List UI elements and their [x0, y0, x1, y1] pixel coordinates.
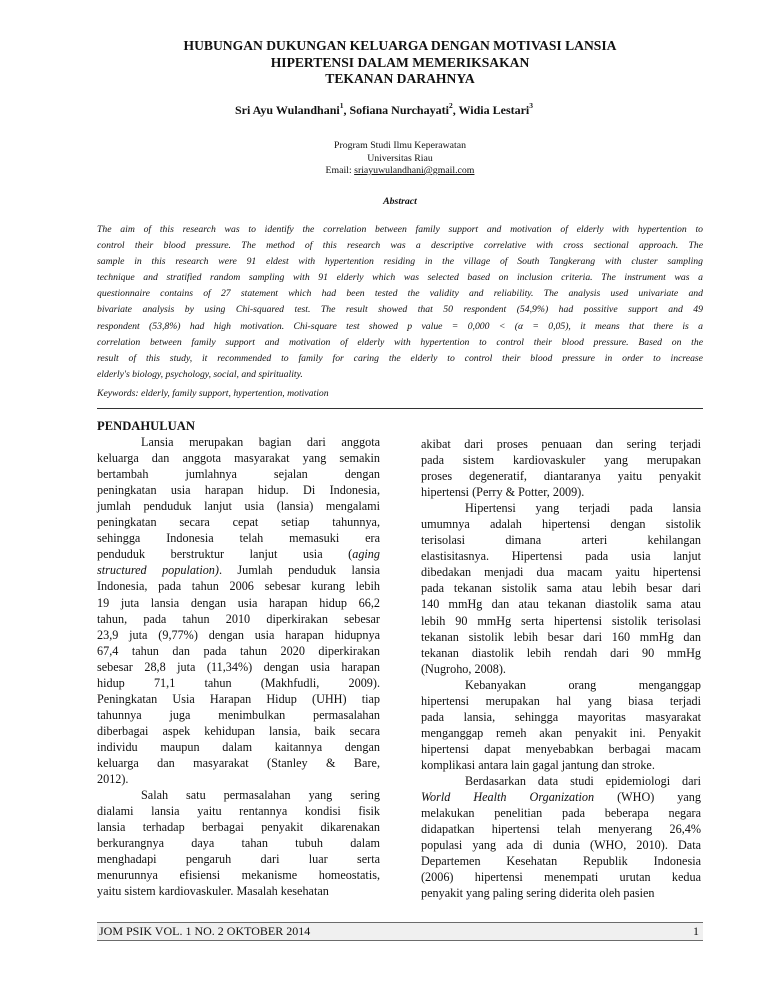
- abstract-body: [97, 222, 703, 383]
- body-text-line: structured population). Jumlah penduduk lansia: [97, 563, 380, 578]
- section-heading: PENDAHULUAN: [97, 419, 195, 433]
- body-text-line: tahunnya juga menimbulkan permasalahan: [97, 707, 380, 722]
- body-text-line: berkurangnya daya tahan tubuh dalam: [97, 836, 380, 851]
- title-line: HIPERTENSI DALAM MEMERIKSAKAN: [270, 54, 530, 70]
- body-text-line: individu maupun dalam kaitannya dengan: [97, 739, 380, 754]
- author-affiliation-mark: 3: [529, 101, 534, 110]
- title-line: TEKANAN DARAHNYA: [325, 71, 475, 86]
- body-text-line: Kebanyakan orang menganggap: [465, 677, 701, 692]
- body-text-line: hipertensi merupakan hal yang biasa terjadi: [421, 693, 701, 708]
- body-text-line: Peningkatan Usia Harapan Hidup (UHH) tiap: [97, 691, 380, 706]
- body-text-line: penyakit yang paling sering diderita oleh pasien: [421, 886, 655, 901]
- body-text-line: menganggap remeh akan penyakit ini. Penyakit: [421, 725, 701, 740]
- title-line: HUBUNGAN DUKUNGAN KELUARGA DENGAN MOTIVASI LANSIA: [183, 38, 617, 53]
- body-text-line: populasi yang ada di dunia (WHO, 2010). Data: [421, 838, 701, 853]
- affiliation-university: Universitas Riau: [367, 152, 433, 164]
- right-column: [421, 436, 701, 901]
- affiliation-block: [0, 140, 768, 178]
- page-number: 1: [693, 924, 699, 938]
- author-separator: ,: [343, 103, 350, 117]
- body-text-line: keluarga dan anggota masyarakat yang semakin: [97, 451, 380, 466]
- body-text-line: bertambah jumlahnya sejalan dengan: [97, 467, 380, 482]
- body-text-line: menurunnya efisiensi mekanisme homeostatis,: [97, 868, 380, 883]
- abstract-line: control their blood pressure. The method of this research was a descriptive correlative with cross sectional approach. The: [97, 240, 703, 252]
- body-text-line: Salah satu permasalahan yang sering: [141, 788, 380, 803]
- abstract-line: result of this study, it recommended to family for caring the elderly to control their blood pressure in order to increase: [97, 352, 703, 364]
- body-text-line: dibedakan menjadi dua macam yaitu hipertensi: [421, 565, 701, 580]
- body-text-line: proses degeneratif, diantaranya yaitu penyakit: [421, 469, 701, 484]
- author-separator: ,: [452, 103, 459, 117]
- footer-bar: [97, 922, 703, 941]
- author-list: [0, 103, 768, 118]
- left-column: [97, 418, 380, 899]
- body-text-line: hipertensi dapat menyebabkan berbagai macam: [421, 741, 701, 756]
- author-affiliation-mark: 1: [339, 101, 344, 110]
- body-text-line: elastisitasnya. Hipertensi pada usia lanjut: [421, 549, 701, 564]
- body-text-line: peningkatan usia harapan hidup. Di Indonesia,: [97, 483, 380, 498]
- body-text-line: akibat dari proses penuaan dan sering terjadi: [421, 437, 701, 451]
- keywords: Keywords: elderly, family support, hypertention, motivation: [97, 388, 329, 399]
- abstract-line: sample in this research were 91 eldest with hypertention residing in the village of South Tangkerang with cluster sampling: [97, 256, 703, 268]
- body-text-line: tahun, pada tahun 2010 diperkirakan sebesar: [97, 611, 380, 626]
- abstract-line: elderly's biology, psychology, social, and spirituality.: [97, 368, 303, 380]
- body-text-line: Lansia merupakan bagian dari anggota: [141, 435, 380, 450]
- body-text-line: menghadapi pengaruh dari luar serta: [97, 852, 380, 867]
- body-text-line: didapatkan hipertensi telah menyerang 26,4%: [421, 822, 701, 837]
- body-text-line: penduduk berstruktur lanjut usia (aging: [97, 547, 380, 562]
- body-text-line: lebih 90 mmHg serta hipertensi sistolik terisolasi: [421, 613, 701, 628]
- body-text-line: Hipertensi yang terjadi pada lansia: [465, 501, 701, 516]
- body-text-line: pada tekanan sistolik sama atau lebih besar dari: [421, 581, 701, 596]
- body-text-line: pada lansia, sehingga mayoritas masyarakat: [421, 709, 701, 724]
- body-text-line: keluarga dan masyarakat (Stanley & Bare,: [97, 755, 380, 770]
- abstract-line: questionnaire contains of 27 statement which had been tested the validity and reliability. The analysis used univariate and: [97, 288, 703, 300]
- paper-title: [100, 38, 700, 88]
- body-text-line: hidup 71,1 tahun (Makhfudli, 2009).: [97, 675, 380, 690]
- author-affiliation-mark: 2: [448, 101, 453, 110]
- body-text-line: jumlah penduduk lanjut usia (lansia) mengalami: [97, 499, 380, 514]
- section-divider: [97, 408, 703, 409]
- body-text-line: peningkatan secara cepat setiap tahunnya,: [97, 515, 380, 530]
- author-name: Sri Ayu Wulandhani: [234, 103, 340, 117]
- body-text-line: (2006) hipertensi menempati urutan kedua: [421, 870, 701, 885]
- body-text-line: tekanan diastolik lebih rendah dari 90 mmHg: [421, 645, 701, 660]
- body-text-line: lansia terhadap berbagai penyakit dikarenakan: [97, 820, 380, 835]
- abstract-line: The aim of this research was to identify the correlation between family support and motivation of elderly with hypertention to: [97, 224, 703, 235]
- email-link[interactable]: sriayuwulandhani@gmail.com: [354, 165, 475, 176]
- abstract-line: correlation between family support and motivation of elderly with hypertention to control their blood pressure. Based on the: [97, 336, 703, 348]
- affiliation-email-line: [0, 165, 768, 178]
- body-text-line: pada sistem kardiovaskuler yang merupakan: [421, 453, 701, 468]
- body-text-line: 140 mmHg dan atau tekanan diastolik sama atau: [421, 597, 701, 612]
- body-text-line: komplikasi antara lain gagal jantung dan stroke.: [421, 757, 655, 772]
- body-text-line: dialami lansia yaitu rentannya kondisi fisik: [97, 804, 380, 819]
- affiliation-program: Program Studi Ilmu Keperawatan: [334, 140, 466, 151]
- body-text-line: World Health Organization (WHO) yang: [421, 790, 701, 805]
- abstract-line: respondent (53,8%) had high motivation. Chi-square test showed p value = 0,000 < (α = 0,05), it means that there is a: [97, 320, 703, 332]
- body-text-line: 23,9 juta (9,77%) dengan usia harapan hidupnya: [97, 627, 380, 642]
- abstract-line: technique and stratified random sampling with 91 elderly which was selected based on inclusion criteria. The instrument was a: [97, 272, 703, 284]
- body-text-line: Berdasarkan data studi epidemiologi dari: [465, 773, 701, 788]
- body-text-line: 67,4 tahun dan pada tahun 2020 diperkirakan: [97, 643, 380, 658]
- footer-journal: JOM PSIK VOL. 1 NO. 2 OKTOBER 2014: [99, 924, 311, 938]
- body-text-line: diberbagai aspek kehidupan lansia, baik secara: [97, 723, 380, 738]
- abstract-heading: Abstract: [383, 196, 417, 207]
- abstract-line: bivariate analysis by using Chi-squared test. The result showed that 50 respondent (54,9%) had possitive support and 49: [97, 304, 703, 316]
- email-label: Email:: [325, 165, 355, 176]
- body-text-line: (Nugroho, 2008).: [421, 661, 506, 676]
- body-text-line: 19 juta lansia dengan usia harapan hidup 66,2: [97, 595, 380, 610]
- author-name: Sofiana Nurchayati: [349, 103, 449, 117]
- body-text-line: sebesar 28,8 juta (11,34%) dengan usia harapan: [97, 659, 380, 674]
- body-text-line: sehingga Indonesia telah memasuki era: [97, 531, 380, 546]
- body-text-line: melakukan penelitian pada beberapa negara: [421, 806, 701, 821]
- body-text-line: 2012).: [97, 772, 129, 787]
- body-text-line: Indonesia, pada tahun 2006 sebesar kurang lebih: [97, 579, 380, 594]
- body-text-line: hipertensi (Perry & Potter, 2009).: [421, 485, 585, 500]
- body-text-line: tekanan sistolik lebih besar dari 160 mmHg dan: [421, 629, 701, 644]
- author-name: Widia Lestari: [458, 103, 530, 117]
- body-text-line: umumnya adalah hipertensi dengan sistolik: [421, 517, 701, 532]
- body-text-line: Departemen Kesehatan Republik Indonesia: [421, 854, 701, 869]
- body-text-line: yaitu sistem kardiovaskuler. Masalah kesehatan: [97, 884, 329, 899]
- body-text-line: terisolasi dimana arteri kehilangan: [421, 533, 701, 548]
